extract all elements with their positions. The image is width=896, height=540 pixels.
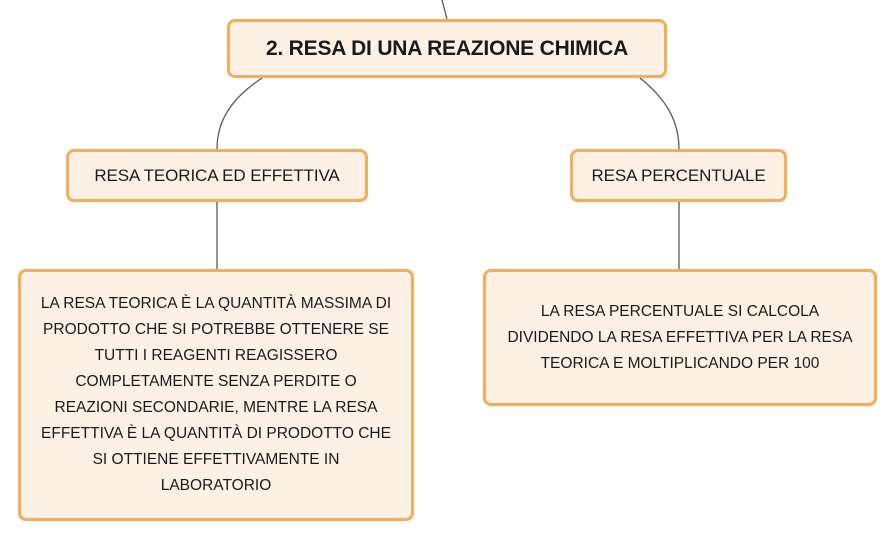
percent-yield-definition-node[interactable] [483,269,877,406]
percent-yield-node[interactable] [570,149,787,202]
percent-yield-label: RESA PERCENTUALE [591,165,766,185]
theoretical-actual-yield-node[interactable] [66,149,368,202]
theoretical-actual-yield-label: RESA TEORICA ED EFFETTIVA [94,165,340,185]
connector-from-parent [442,0,447,19]
connector-title-to-right-heading [640,78,679,149]
connector-title-to-left-heading [217,78,262,149]
theoretical-actual-yield-definition-text: LA RESA TEORICA È LA QUANTITÀ MASSIMA DI PRODOTTO CHE SI POTREBBE OTTENERE SE TUTTI I REAGENTI REAGISSERO COMPLETAMENTE SENZA PERDITE O REAZIONI SECONDARIE, MENTRE LA RESA EFFETTIVA È LA QUANTITÀ DI PRODOTTO CHE SI OTTIENE EFFETTIVAMENTE IN LABORATORIO [40,295,392,494]
theoretical-actual-yield-definition-node[interactable] [18,269,414,521]
central-topic-node[interactable] [227,19,667,78]
central-topic-label: 2. RESA DI UNA REAZIONE CHIMICA [265,36,629,60]
percent-yield-definition-text: LA RESA PERCENTUALE SI CALCOLA DIVIDENDO LA RESA EFFETTIVA PER LA RESA TEORICA E MOLTIPLICANDO PER 100 [507,302,853,372]
